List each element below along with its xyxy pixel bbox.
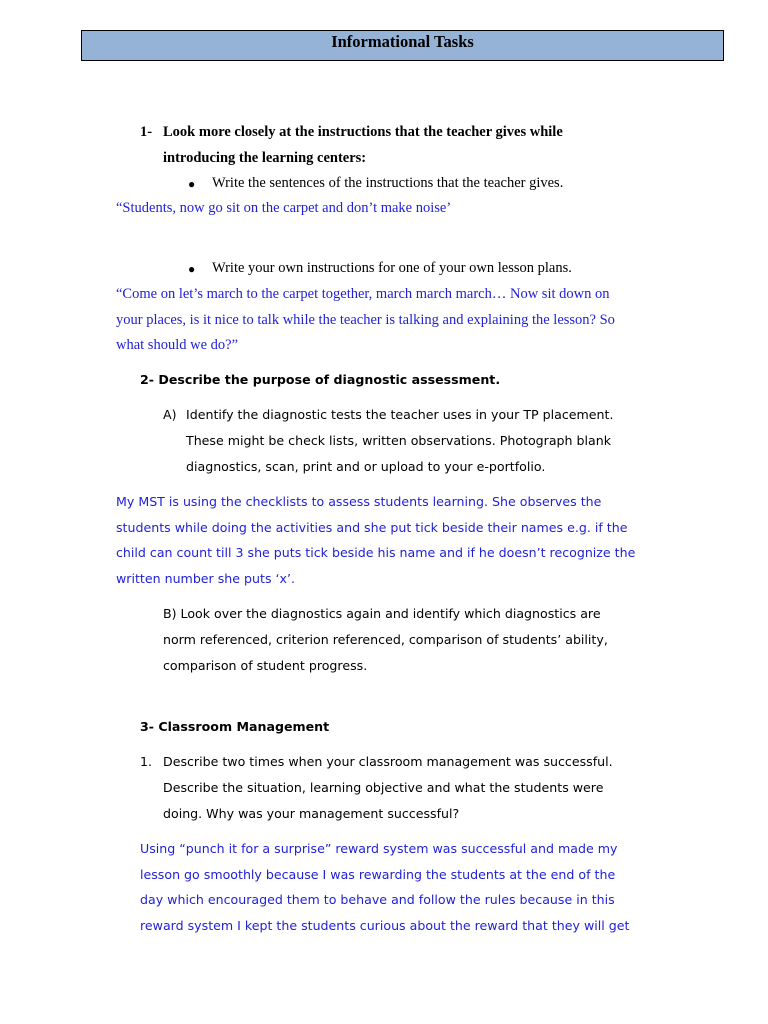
page-title: Informational Tasks xyxy=(331,32,474,51)
section2-answerA-line4: written number she puts ‘x’. xyxy=(116,571,295,586)
section1-answer2-line1: “Come on let’s march to the carpet together, march march march… Now sit down on xyxy=(116,286,610,302)
section1-number: 1- xyxy=(140,124,153,140)
section3-heading: 3- Classroom Management xyxy=(140,719,330,734)
section2-heading: 2- Describe the purpose of diagnostic assessment. xyxy=(140,372,501,387)
section3-item1-line2: Describe the situation, learning objective and what the students were xyxy=(163,780,604,795)
section3-item1-label: 1. xyxy=(140,754,153,769)
section3-answer-line3: day which encouraged them to behave and follow the rules because in this xyxy=(140,892,615,907)
section1-bullet2: Write your own instructions for one of your own lesson plans. xyxy=(212,260,572,276)
section2-answerA-line2: students while doing the activities and she put tick beside their names e.g. if the xyxy=(116,520,628,535)
section2-itemA-line1: Identify the diagnostic tests the teacher uses in your TP placement. xyxy=(186,407,614,422)
title-banner xyxy=(81,30,724,61)
section3-answer-line1: Using “punch it for a surprise” reward system was successful and made my xyxy=(140,841,618,856)
section2-itemB-line2: norm referenced, criterion referenced, comparison of students’ ability, xyxy=(163,632,608,647)
section2-itemA-line3: diagnostics, scan, print and or upload to your e-portfolio. xyxy=(186,459,546,474)
section3-item1-line3: doing. Why was your management successful? xyxy=(163,806,460,821)
section1-answer2-line2: your places, is it nice to talk while the teacher is talking and explaining the lesson? So xyxy=(116,312,615,328)
section1-answer2-line3: what should we do?” xyxy=(116,337,239,353)
section1-bullet1: Write the sentences of the instructions that the teacher gives. xyxy=(212,175,564,191)
section2-answerA-line3: child can count till 3 she puts tick beside his name and if he doesn’t recognize the xyxy=(116,545,636,560)
section3-answer-line2: lesson go smoothly because I was rewarding the students at the end of the xyxy=(140,867,616,882)
section2-answerA-line1: My MST is using the checklists to assess students learning. She observes the xyxy=(116,494,602,509)
section3-item1-line1: Describe two times when your classroom management was successful. xyxy=(163,754,613,769)
section2-itemA-line2: These might be check lists, written observations. Photograph blank xyxy=(186,433,612,448)
section1-heading-line2: introducing the learning centers: xyxy=(163,150,367,166)
section1-answer1: “Students, now go sit on the carpet and don’t make noise’ xyxy=(116,200,452,216)
bullet-dot: ● xyxy=(188,262,196,276)
bullet-dot: ● xyxy=(188,177,196,191)
section1-heading-line1: Look more closely at the instructions that the teacher gives while xyxy=(163,124,563,140)
section2-itemB-line1: B) Look over the diagnostics again and identify which diagnostics are xyxy=(163,606,601,621)
section2-itemA-label: A) xyxy=(163,407,177,422)
section2-itemB-line3: comparison of student progress. xyxy=(163,658,368,673)
section3-answer-line4: reward system I kept the students curious about the reward that they will get xyxy=(140,918,630,933)
